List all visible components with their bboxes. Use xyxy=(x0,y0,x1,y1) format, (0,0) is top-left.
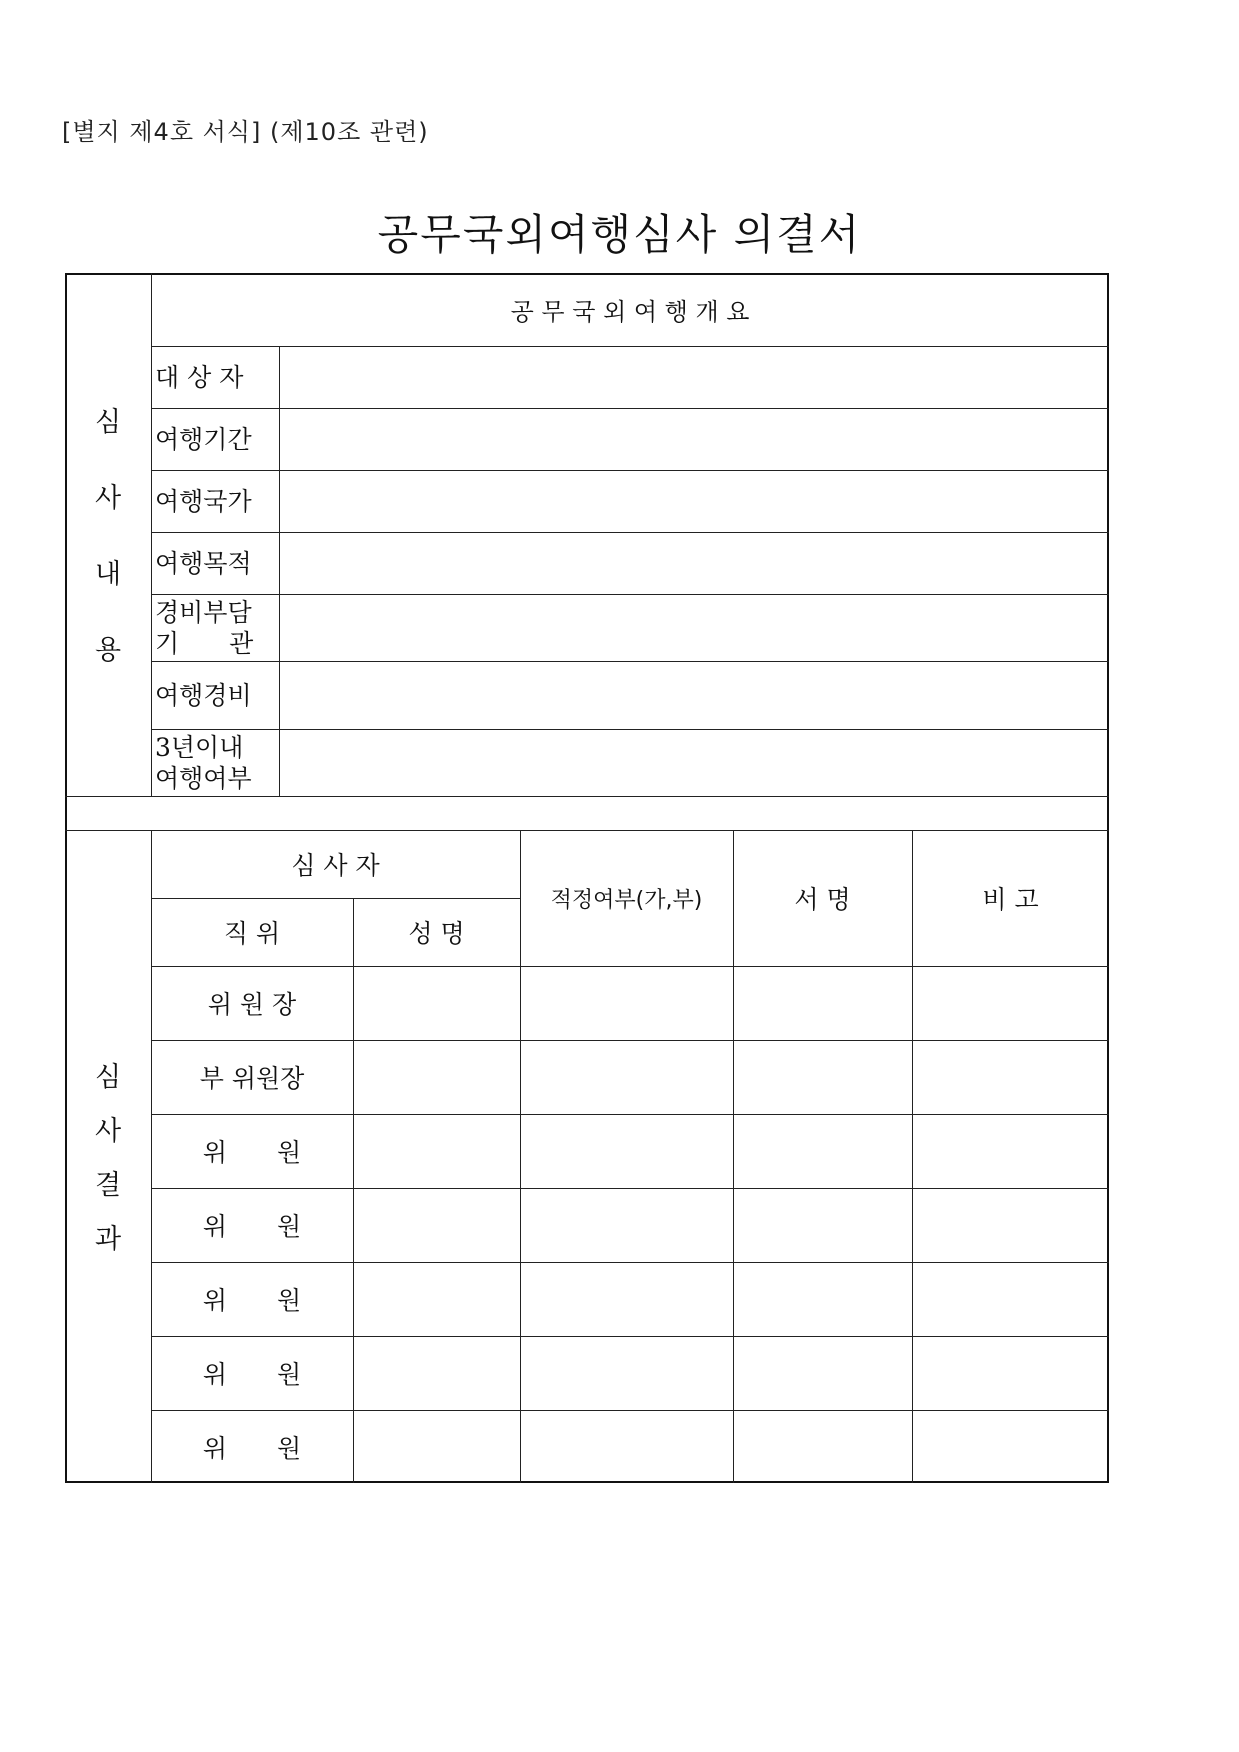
row-label-line: 여행국가 xyxy=(155,486,252,516)
grid-line xyxy=(151,273,152,796)
member-approval-field[interactable] xyxy=(520,1336,733,1410)
member-approval-field[interactable] xyxy=(520,966,733,1040)
member-signature-field[interactable] xyxy=(733,1336,912,1410)
document-title: 공무국외여행심사 의결서 xyxy=(377,210,862,259)
row-label-line: 3년이내 xyxy=(155,732,244,762)
row-label xyxy=(155,680,252,711)
section-char: 심 xyxy=(94,1062,122,1093)
member-approval-field[interactable] xyxy=(520,1410,733,1483)
row-value-field[interactable] xyxy=(287,729,1101,796)
member-approval-field[interactable] xyxy=(520,1040,733,1114)
form-reference: [별지 제4호 서식] (제10조 관련) xyxy=(62,118,429,146)
member-name-field[interactable] xyxy=(353,1336,520,1410)
member-approval-field[interactable] xyxy=(520,1114,733,1188)
section-char: 용 xyxy=(94,635,122,666)
section-char: 사 xyxy=(94,1116,122,1147)
position-header: 직 위 xyxy=(223,919,281,948)
row-value-field[interactable] xyxy=(287,594,1101,661)
row-label-line: 경비부담 xyxy=(155,597,252,627)
member-approval-field[interactable] xyxy=(520,1262,733,1336)
member-name-field[interactable] xyxy=(353,1188,520,1262)
member-position: 위 원 장 xyxy=(207,990,297,1019)
member-remarks-field[interactable] xyxy=(912,1114,1109,1188)
row-label-line: 여행기간 xyxy=(155,424,252,454)
section-char: 내 xyxy=(94,559,122,590)
grid-line xyxy=(65,796,1109,797)
row-label xyxy=(155,597,253,659)
member-signature-field[interactable] xyxy=(733,1188,912,1262)
member-signature-field[interactable] xyxy=(733,966,912,1040)
member-remarks-field[interactable] xyxy=(912,1188,1109,1262)
member-remarks-field[interactable] xyxy=(912,966,1109,1040)
overview-header: 공 무 국 외 여 행 개 요 xyxy=(510,298,750,326)
row-label xyxy=(155,486,252,517)
member-name-field[interactable] xyxy=(353,1040,520,1114)
reviewer-header: 심 사 자 xyxy=(291,851,380,880)
row-label-line: 여행여부 xyxy=(155,763,252,793)
section-char: 결 xyxy=(94,1170,122,1201)
member-position: 위 원 xyxy=(202,1138,302,1167)
member-position: 위 원 xyxy=(202,1212,302,1241)
member-approval-field[interactable] xyxy=(520,1188,733,1262)
row-label xyxy=(155,362,243,393)
section-char: 사 xyxy=(94,483,122,514)
member-position: 위 원 xyxy=(202,1433,302,1463)
approval-header: 적정여부(가,부) xyxy=(550,887,703,913)
section-char: 심 xyxy=(94,407,122,438)
row-value-field[interactable] xyxy=(287,532,1101,594)
remarks-header: 비 고 xyxy=(982,885,1039,914)
member-signature-field[interactable] xyxy=(733,1262,912,1336)
row-label xyxy=(155,732,252,794)
row-value-field[interactable] xyxy=(287,408,1101,470)
row-value-field[interactable] xyxy=(287,661,1101,729)
row-value-field[interactable] xyxy=(287,470,1101,532)
member-remarks-field[interactable] xyxy=(912,1410,1109,1483)
member-signature-field[interactable] xyxy=(733,1410,912,1483)
member-name-field[interactable] xyxy=(353,966,520,1040)
member-name-field[interactable] xyxy=(353,1410,520,1483)
member-remarks-field[interactable] xyxy=(912,1336,1109,1410)
member-remarks-field[interactable] xyxy=(912,1040,1109,1114)
member-signature-field[interactable] xyxy=(733,1114,912,1188)
section-label-review-content xyxy=(88,400,128,704)
member-position: 위 원 xyxy=(202,1286,302,1315)
row-label-line: 여행경비 xyxy=(155,680,252,710)
member-name-field[interactable] xyxy=(353,1262,520,1336)
member-name-field[interactable] xyxy=(353,1114,520,1188)
name-header: 성 명 xyxy=(408,919,465,948)
row-label xyxy=(155,548,252,579)
member-position: 위 원 xyxy=(202,1360,302,1389)
member-position: 부 위원장 xyxy=(199,1064,305,1093)
row-label xyxy=(155,424,252,455)
section-char: 과 xyxy=(94,1224,122,1255)
row-label-line: 여행목적 xyxy=(155,548,252,578)
signature-header: 서 명 xyxy=(794,885,851,914)
member-signature-field[interactable] xyxy=(733,1040,912,1114)
row-label-line: 대 상 자 xyxy=(155,362,244,392)
row-value-field[interactable] xyxy=(287,346,1101,408)
row-label-line: 기 관 xyxy=(155,628,254,658)
section-label-review-result xyxy=(88,1055,128,1271)
member-remarks-field[interactable] xyxy=(912,1262,1109,1336)
